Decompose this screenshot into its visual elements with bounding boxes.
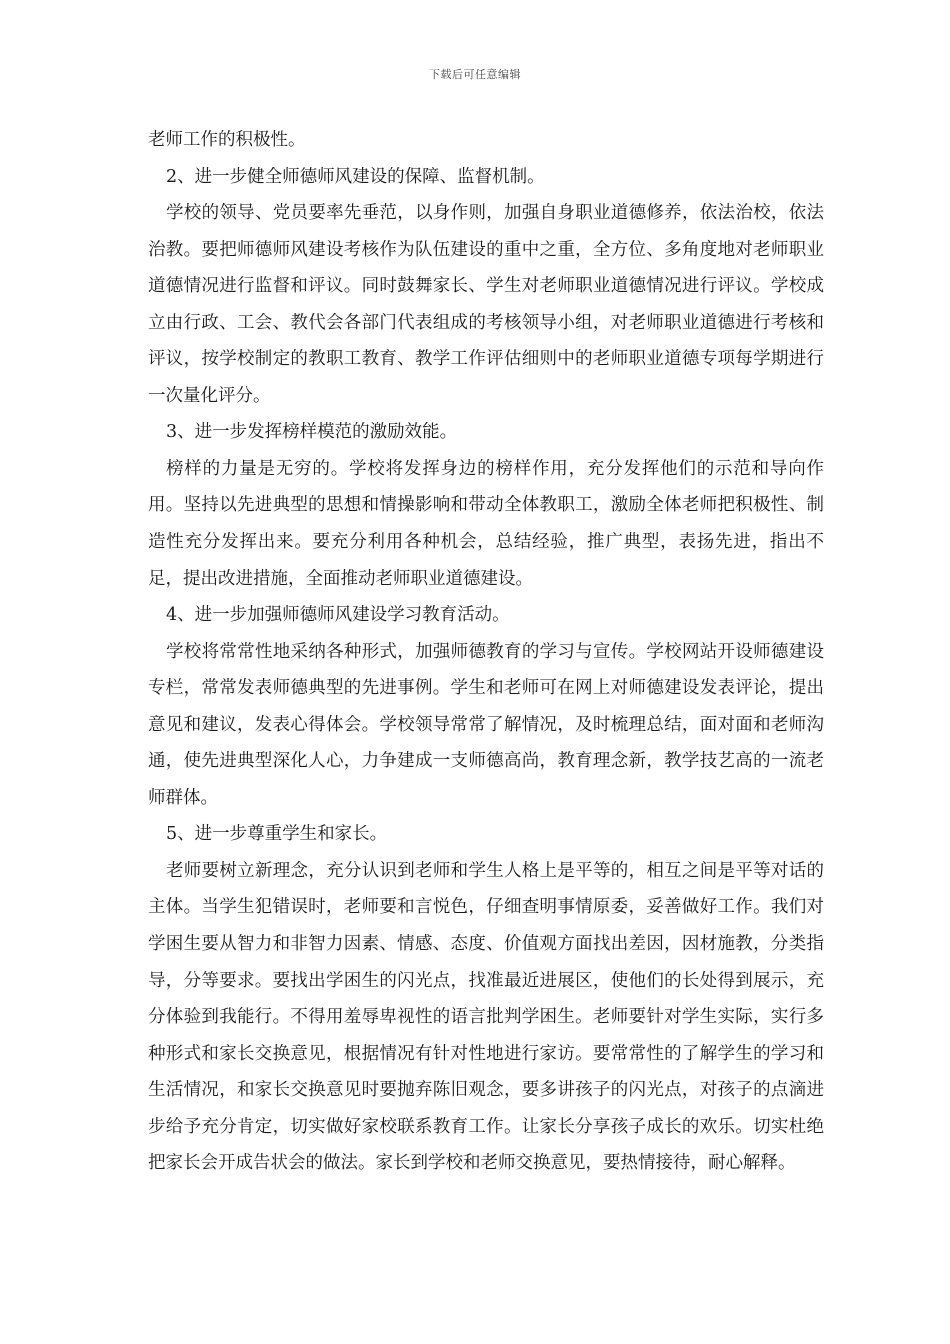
paragraph: 学校的领导、党员要率先垂范，以身作则，加强自身职业道德修养，依法治校，依法治教。要把师德师风建设考核作为队伍建设的重中之重，全方位、多角度地对老师职业道德情况进行监督和评议。同时鼓舞家长、学生对老师职业道德情况进行评议。学校成立由行政、工会、教代会各部门代表组成的考核领导小组，对老师职业道德进行考核和评议，按学校制定的教职工教育、教学工作评估细则中的老师职业道德专项每学期进行一次量化评分。 xyxy=(148,203,824,406)
section-heading: 5、进一步尊重学生和家长。 xyxy=(166,824,388,845)
section-heading: 3、进一步发挥榜样模范的激励效能。 xyxy=(166,422,458,443)
document-body xyxy=(148,122,824,1182)
paragraph: 学校将常常性地采纳各种形式，加强师德教育的学习与宣传。学校网站开设师德建设专栏，常常发表师德典型的先进事例。学生和老师可在网上对师德建设发表评论，提出意见和建议，发表心得体会。学校领导常常了解情况，及时梳理总结，面对面和老师沟通，使先进典型深化人心，力争建成一支师德高尚，教育理念新，教学技艺高的一流老师群体。 xyxy=(148,641,824,808)
section-heading: 4、进一步加强师德师风建设学习教育活动。 xyxy=(166,605,510,626)
section-heading: 2、进一步健全师德师风建设的保障、监督机制。 xyxy=(166,166,545,187)
page-header: 下载后可任意编辑 xyxy=(429,68,521,81)
paragraph: 老师工作的积极性。 xyxy=(148,130,306,150)
paragraph: 老师要树立新理念，充分认识到老师和学生人格上是平等的，相互之间是平等对话的主体。当学生犯错误时，老师要和言悦色，仔细查明事情原委，妥善做好工作。我们对学困生要从智力和非智力因素、情感、态度、价值观方面找出差因，因材施教，分类指导，分等要求。要找出学困生的闪光点，找准最近进展区，使他们的长处得到展示，充分体验到我能行。不得用羞辱卑视性的语言批判学困生。老师要针对学生实际，实行多种形式和家长交换意见，根据情况有针对性地进行家访。要常常性的了解学生的学习和生活情况，和家长交换意见时要抛弃陈旧观念，要多讲孩子的闪光点，对孩子的点滴进步给予充分肯定，切实做好家校联系教育工作。让家长分享孩子成长的欢乐。切实杜绝把家长会开成告状会的做法。家长到学校和老师交换意见，要热情接待，耐心解释。 xyxy=(148,860,824,1174)
paragraph: 榜样的力量是无穷的。学校将发挥身边的榜样作用，充分发挥他们的示范和导向作用。坚持以先进典型的思想和情操影响和带动全体教职工，激励全体老师把积极性、制造性充分发挥出来。要充分利用各种机会，总结经验，推广典型，表扬先进，指出不足，提出改进措施，全面推动老师职业道德建设。 xyxy=(148,458,824,589)
